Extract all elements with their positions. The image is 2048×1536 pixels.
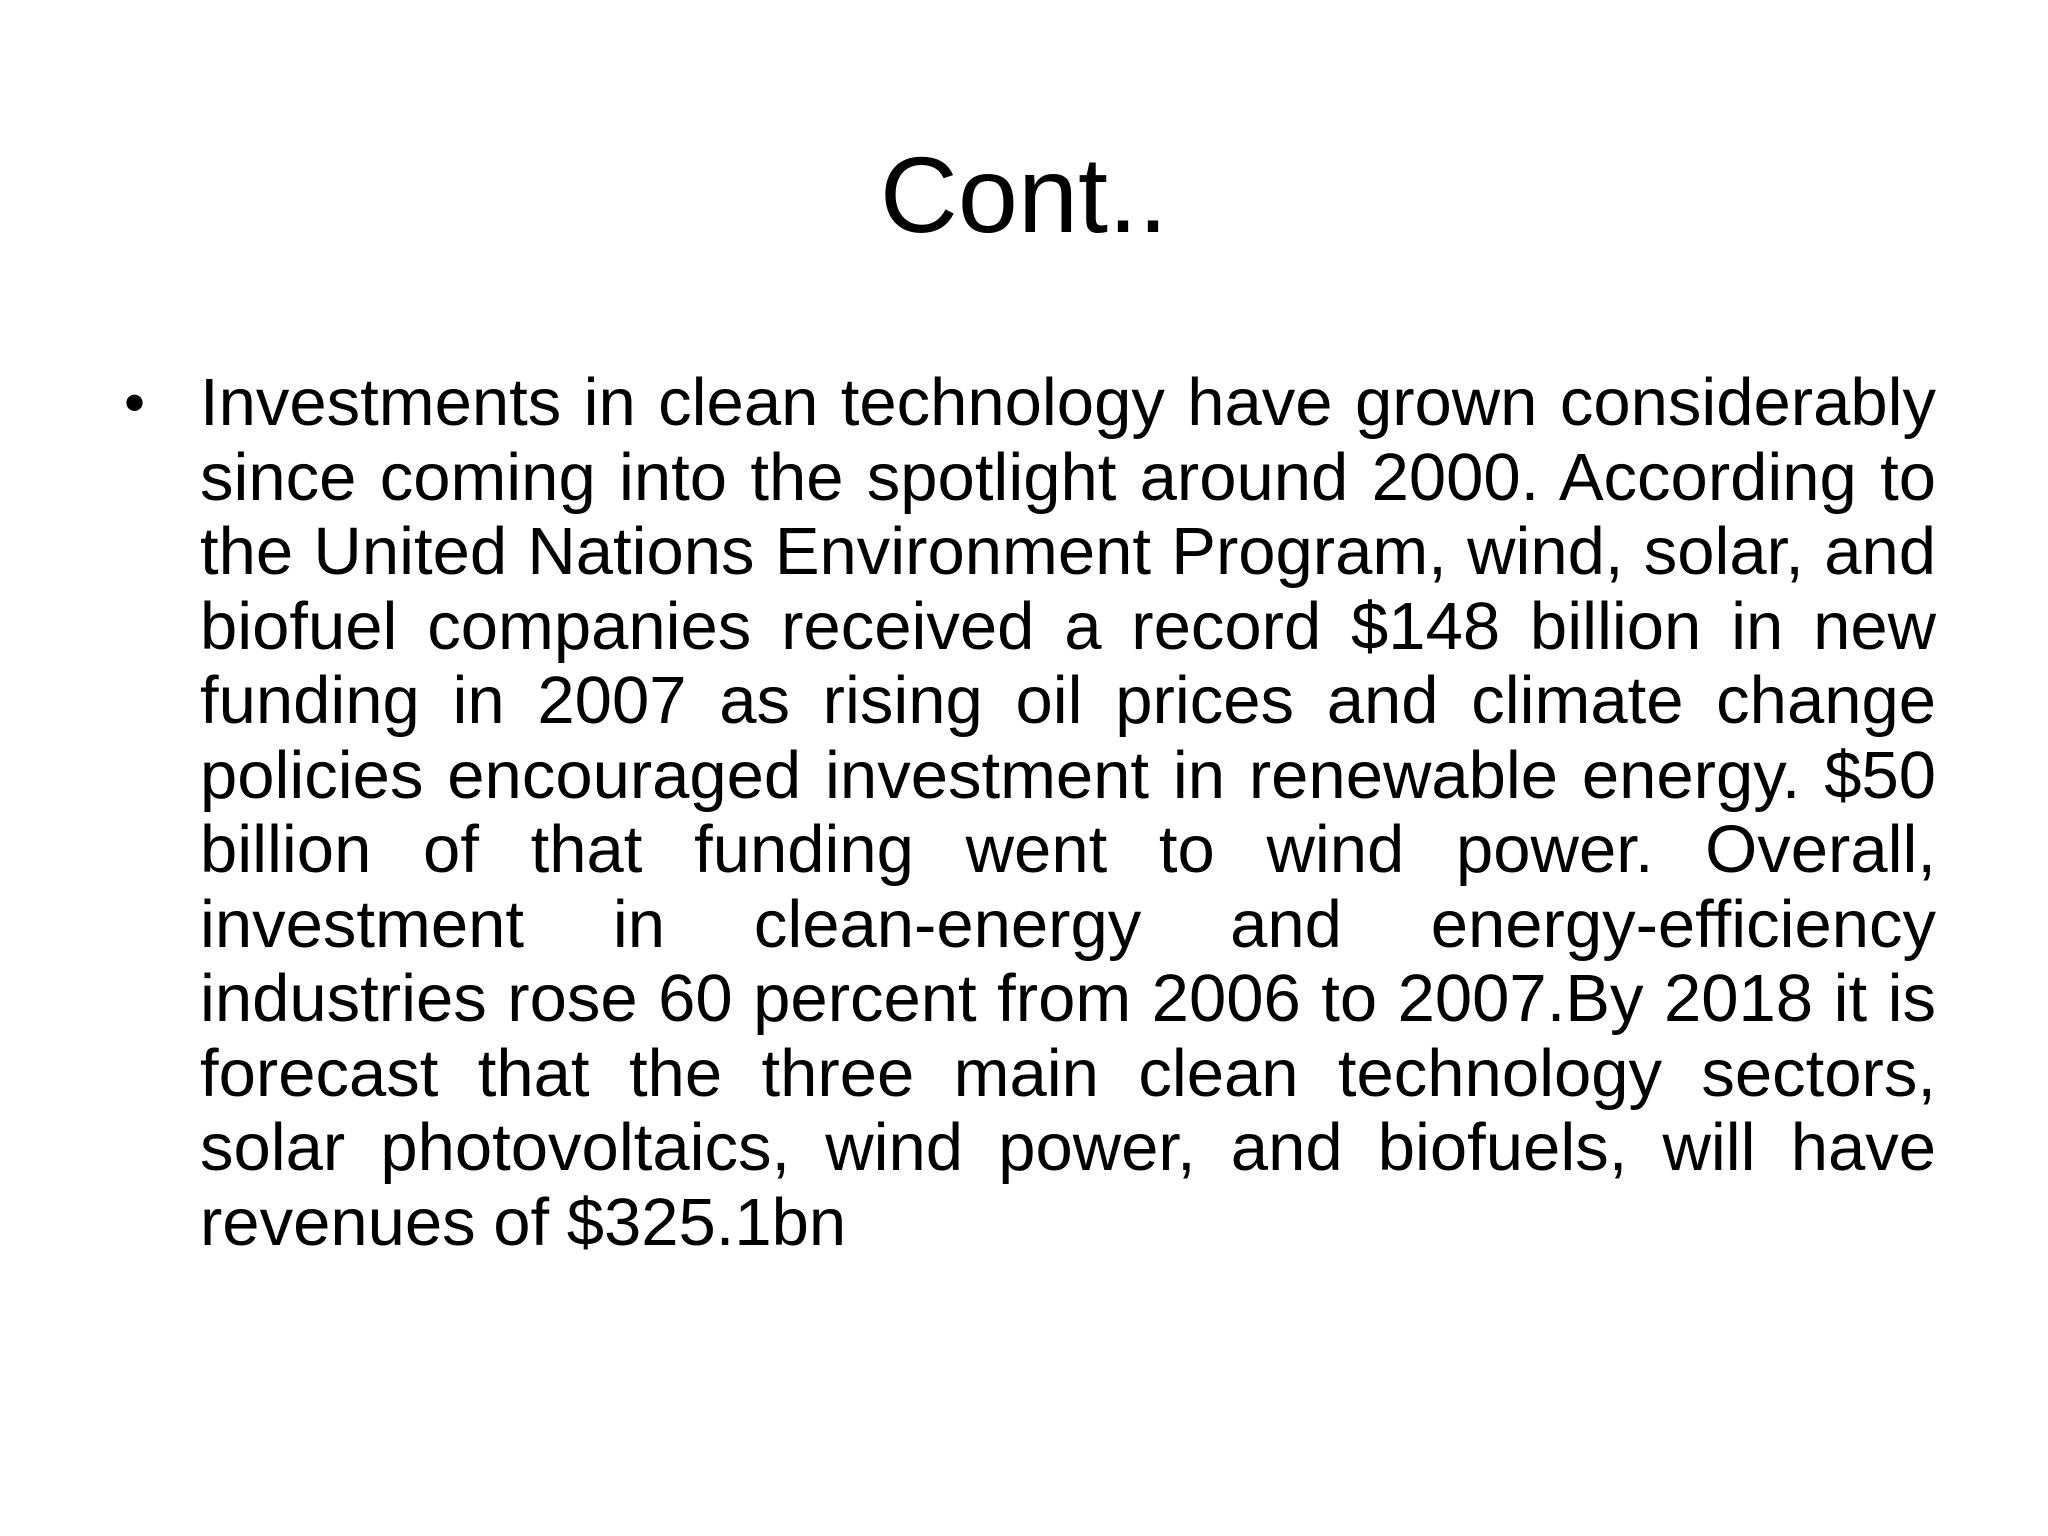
bullet-text: Investments in clean technology have grown considerably since coming into the spotlight around 2000. According to the United Nations Environment Program, wind, solar, and biofuel companies received a record $148 billion in new funding in 2007 as rising oil prices and climate change policies encouraged investment in renewable energy. $50 billion of that funding went to wind power. Overall, investment in clean-energy and energy-efficiency industries rose 60 percent from 2006 to 2007.By 2018 it is forecast that the three main clean technology sectors, solar photovoltaics, wind power, and biofuels, will have revenues of $325.1bn	[200, 365, 1936, 1260]
bullet-item	[124, 365, 1936, 1260]
bullet-icon: •	[124, 369, 146, 436]
bullet-list	[124, 365, 1936, 1260]
slide-title: Cont..	[879, 134, 1169, 255]
